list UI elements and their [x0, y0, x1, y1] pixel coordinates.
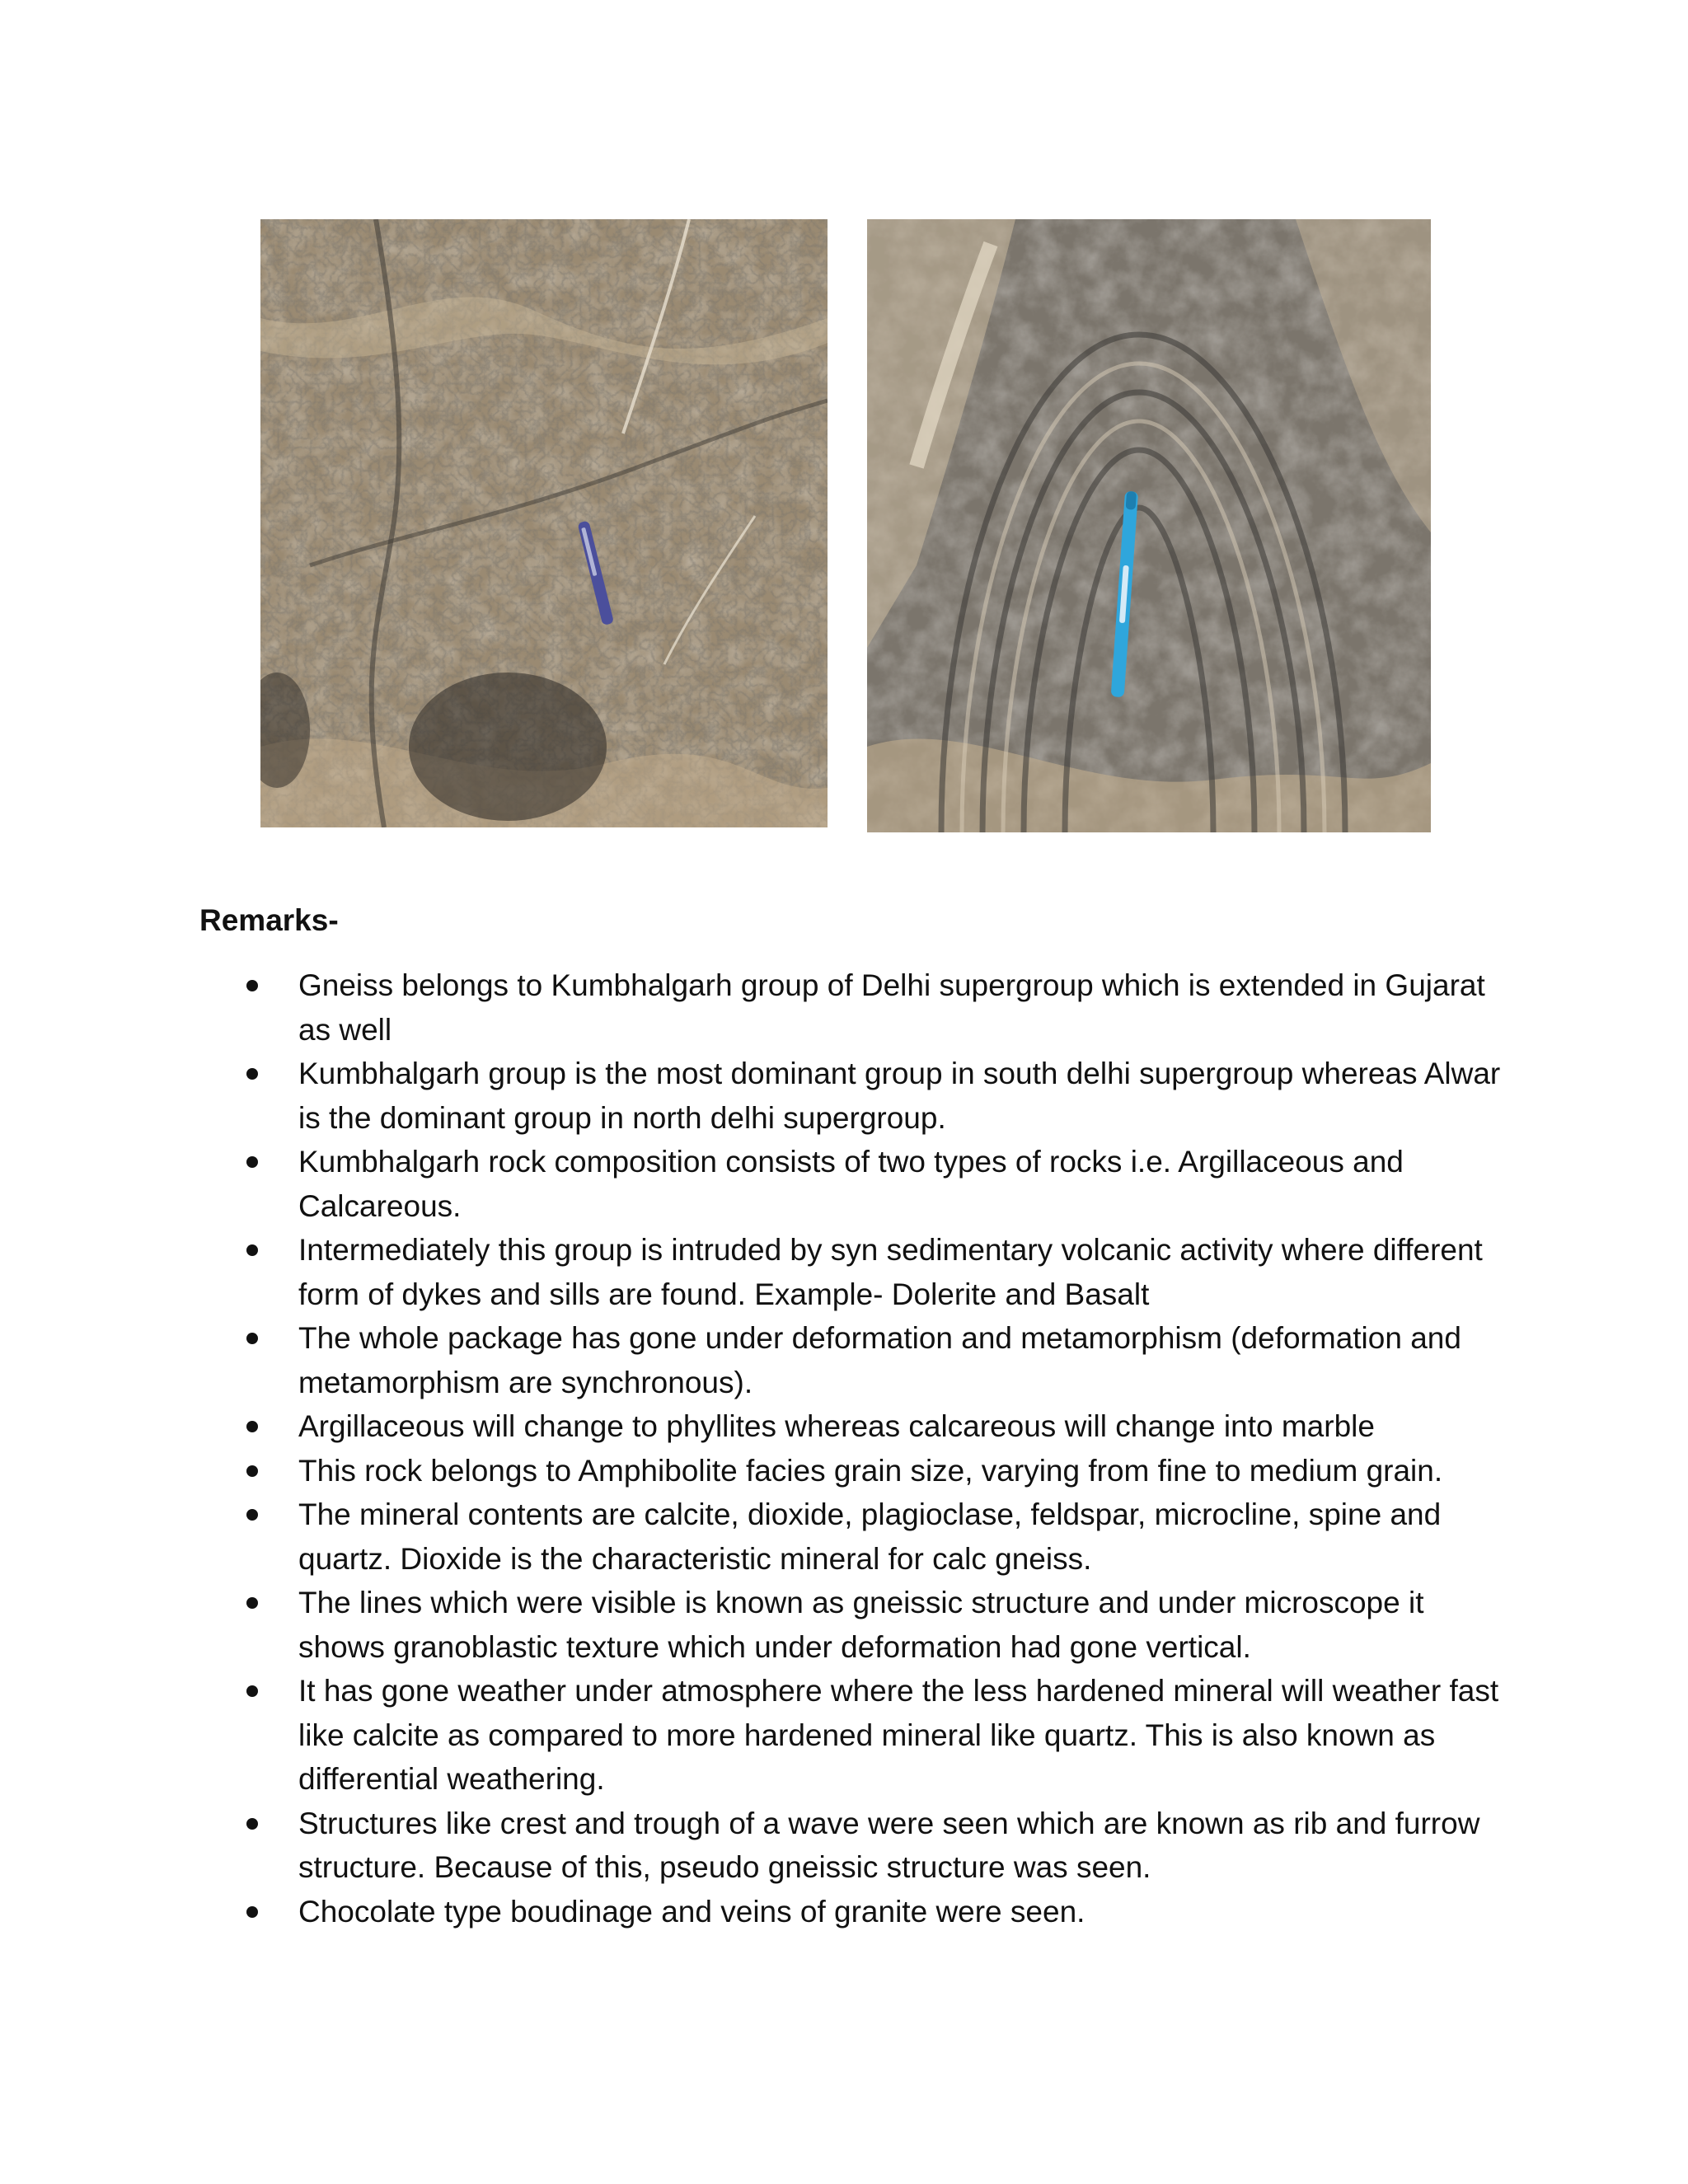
list-item [244, 1669, 1505, 1802]
bullet-icon [246, 1068, 258, 1080]
bullet-icon [246, 1156, 258, 1168]
bullet-icon [246, 1333, 258, 1344]
remark-text: Intermediately this group is intruded by syn sedimentary volcanic activity where different form of dykes and sills are found. Example- Dolerite and Basalt [298, 1233, 1483, 1311]
remark-text: This rock belongs to Amphibolite facies grain size, varying from fine to medium grain. [298, 1453, 1443, 1488]
list-item [244, 1449, 1505, 1493]
bullet-icon [246, 1465, 258, 1477]
remark-text: It has gone weather under atmosphere where the less hardened mineral will weather fast like calcite as compared to more hardened mineral like quartz. This is also known as differential weathering. [298, 1674, 1499, 1796]
remark-text: The mineral contents are calcite, dioxide, plagioclase, feldspar, microcline, spine and quartz. Dioxide is the characteristic mineral for calc gneiss. [298, 1497, 1442, 1576]
bullet-icon [246, 980, 258, 991]
remark-text: Chocolate type boudinage and veins of granite were seen. [298, 1894, 1085, 1929]
list-item [244, 1581, 1505, 1669]
list-item [244, 1052, 1505, 1140]
list-item [244, 1228, 1505, 1316]
bullet-icon [246, 1509, 258, 1521]
bullet-icon [246, 1597, 258, 1609]
remark-text: The lines which were visible is known as gneissic structure and under microscope it shows granoblastic texture which under deformation had gone vertical. [298, 1586, 1424, 1664]
list-item [244, 1404, 1505, 1449]
list-item [244, 1140, 1505, 1228]
bullet-icon [246, 1818, 258, 1830]
remarks-list [244, 963, 1505, 1933]
list-item [244, 1493, 1505, 1581]
remark-text: Structures like crest and trough of a wave were seen which are known as rib and furrow structure. Because of this, pseudo gneissic structure was seen. [298, 1806, 1480, 1884]
bullet-icon [246, 1906, 258, 1918]
list-item [244, 1316, 1505, 1404]
remarks-heading: Remarks- [199, 903, 339, 937]
list-item [244, 1890, 1505, 1934]
bullet-icon [246, 1685, 258, 1697]
remark-text: Argillaceous will change to phyllites whereas calcareous will change into marble [298, 1409, 1375, 1443]
gneiss-outcrop-photo [260, 219, 828, 827]
gneiss-outcrop-image [260, 219, 828, 827]
remark-text: Gneiss belongs to Kumbhalgarh group of Delhi supergroup which is extended in Gujarat as well [298, 968, 1485, 1047]
bullet-icon [246, 1244, 258, 1256]
list-item [244, 963, 1505, 1052]
list-item [244, 1802, 1505, 1890]
remark-text: Kumbhalgarh group is the most dominant group in south delhi supergroup whereas Alwar is the dominant group in north delhi supergroup. [298, 1057, 1501, 1135]
remark-text: The whole package has gone under deformation and metamorphism (deformation and metamorphism are synchronous). [298, 1321, 1461, 1399]
folded-gneiss-image [867, 219, 1431, 832]
folded-gneiss-photo [867, 219, 1431, 832]
remark-text: Kumbhalgarh rock composition consists of two types of rocks i.e. Argillaceous and Calcareous. [298, 1145, 1404, 1223]
bullet-icon [246, 1421, 258, 1432]
